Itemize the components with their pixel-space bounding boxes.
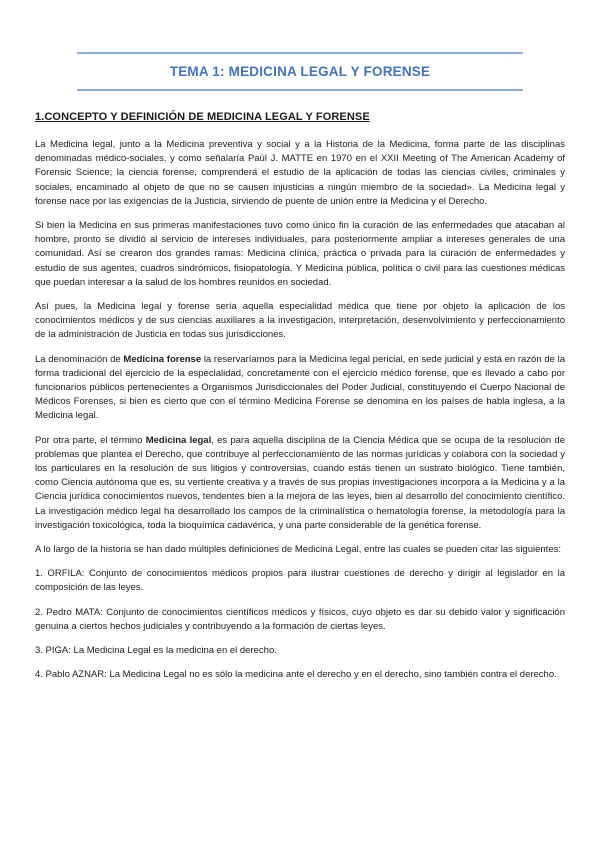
paragraph-medicina-forense-after: la reservaríamos para la Medicina legal pericial, en sede judicial y está en razón de la forma tradicional del ejercicio de la especialidad, concretamente con el ejercicio médico forense, que es llevado a cabo por funcionarios públicos pertenecientes a Organismos Jurisdiccionales del Poder Judicial, constituyendo el Cuerpo Nacional de Médicos Forenses, si bien es cierto que con el término Medicina Forense se denomina en los países de habla inglesa, a la Medicina legal. <box>35 353 565 422</box>
definition-pedro-mata: 2. Pedro MATA: Conjunto de conocimientos científicos médicos y físicos, cuyo objeto es dar su debido valor y significación genuina a ciertos hechos judiciales y contribuyendo a la formación de ciertas leyes. <box>35 606 565 632</box>
document-title-block <box>77 52 523 91</box>
document-title: TEMA 1: MEDICINA LEGAL Y FORENSE <box>169 64 431 79</box>
paragraph-medicina-legal <box>35 434 565 533</box>
document-body <box>35 138 565 683</box>
definition-orfila: 1. ORFILA: Conjunto de conocimientos médicos propios para ilustrar cuestiones de derecho y dirigir al legislador en la composición de las leyes. <box>35 568 565 594</box>
section-heading: 1.CONCEPTO Y DEFINICIÓN DE MEDICINA LEGAL Y FORENSE <box>35 111 370 123</box>
definition-piga: 3. PIGA: La Medicina Legal es la medicina en el derecho. <box>35 645 277 657</box>
paragraph-medicina-legal-after: , es para aquella disciplina de la Ciencia Médica que se ocupa de la resolución de problemas que plantea el Derecho, que contribuye al perfeccionamiento de las normas jurídicas y colabora con la sociedad y los particulares en la resolución de sus litigios y controversias, cuando estás tienen un sustrato biológico. Tiene también, como Ciencia autónoma que es, su vertiente creativa y a través de sus propias investigaciones incorpora a la Medicina y a la Ciencia jurídica conocimientos nuevos, tendentes bien a la mejora de las leyes, bien al desarrollo del conocimiento científico. La investigación médico legal ha desarrollado los campos de la criminalística o hematología forense, la metodología para la investigación toxicológica, toda la bioquímica cadavérica, y una parte considerable de la genética forense. <box>35 434 565 531</box>
term-medicina-legal: Medicina legal <box>145 434 212 446</box>
paragraph-history: Si bien la Medicina en sus primeras manifestaciones tuvo como único fin la curación de las enfermedades que atacaban al hombre, pronto se dividió al servicio de intereses individuales, para posteriormente ampliar a intereses generales de una comunidad. Así se crearon dos grandes ramas: Medicina clínica, práctica o privada para la curación de enfermedades y estudio de sus agentes, cuadros sindrómicos, fisiopatología. Y Medicina pública, política o civil para las cuestiones médicas que puedan interesar a la salud de los hombres reunidos en sociedad. <box>35 220 565 288</box>
paragraph-intro: La Medicina legal, junto a la Medicina preventiva y social y a la Historia de la Medicina, forma parte de las disciplinas denominadas médico-sociales, y como señalaría Paúl J. MATTE en 1970 en el XXII Meeting of The American Academy of Forensic Science; la ciencia forense, comprenderá el estudio de la aplicación de todas las ciencias civiles, criminales y sociales, encaminado al objeto de que no se causen injusticias a ningún miembro de la sociedad». La Medicina legal y forense nace por las exigencias de la Justicia, sirviendo de puente de unión entre la Medicina y el Derecho. <box>35 139 565 207</box>
paragraph-medicina-forense-before: La denominación de <box>35 353 124 365</box>
paragraph-definition: Así pues, la Medicina legal y forense sería aquella especialidad médica que tiene por objeto la aplicación de los conocimientos médicos y de sus ciencias auxiliares a la investigación, interpretación, desenvolvimiento y perfeccionamiento de la administración de Justicia en todas sus jurisdicciones. <box>35 301 565 341</box>
definition-pablo-aznar: 4. Pablo AZNAR: La Medicina Legal no es sólo la medicina ante el derecho y en el derecho, sino también contra el derecho. <box>35 669 557 681</box>
paragraph-definitions-lead: A lo largo de la historia se han dado múltiples definiciones de Medicina Legal, entre las cuales se pueden citar las siguientes: <box>35 544 561 556</box>
term-medicina-forense: Medicina forense <box>123 353 202 365</box>
paragraph-medicina-legal-before: Por otra parte, el término <box>35 434 146 446</box>
paragraph-medicina-forense <box>35 353 565 424</box>
